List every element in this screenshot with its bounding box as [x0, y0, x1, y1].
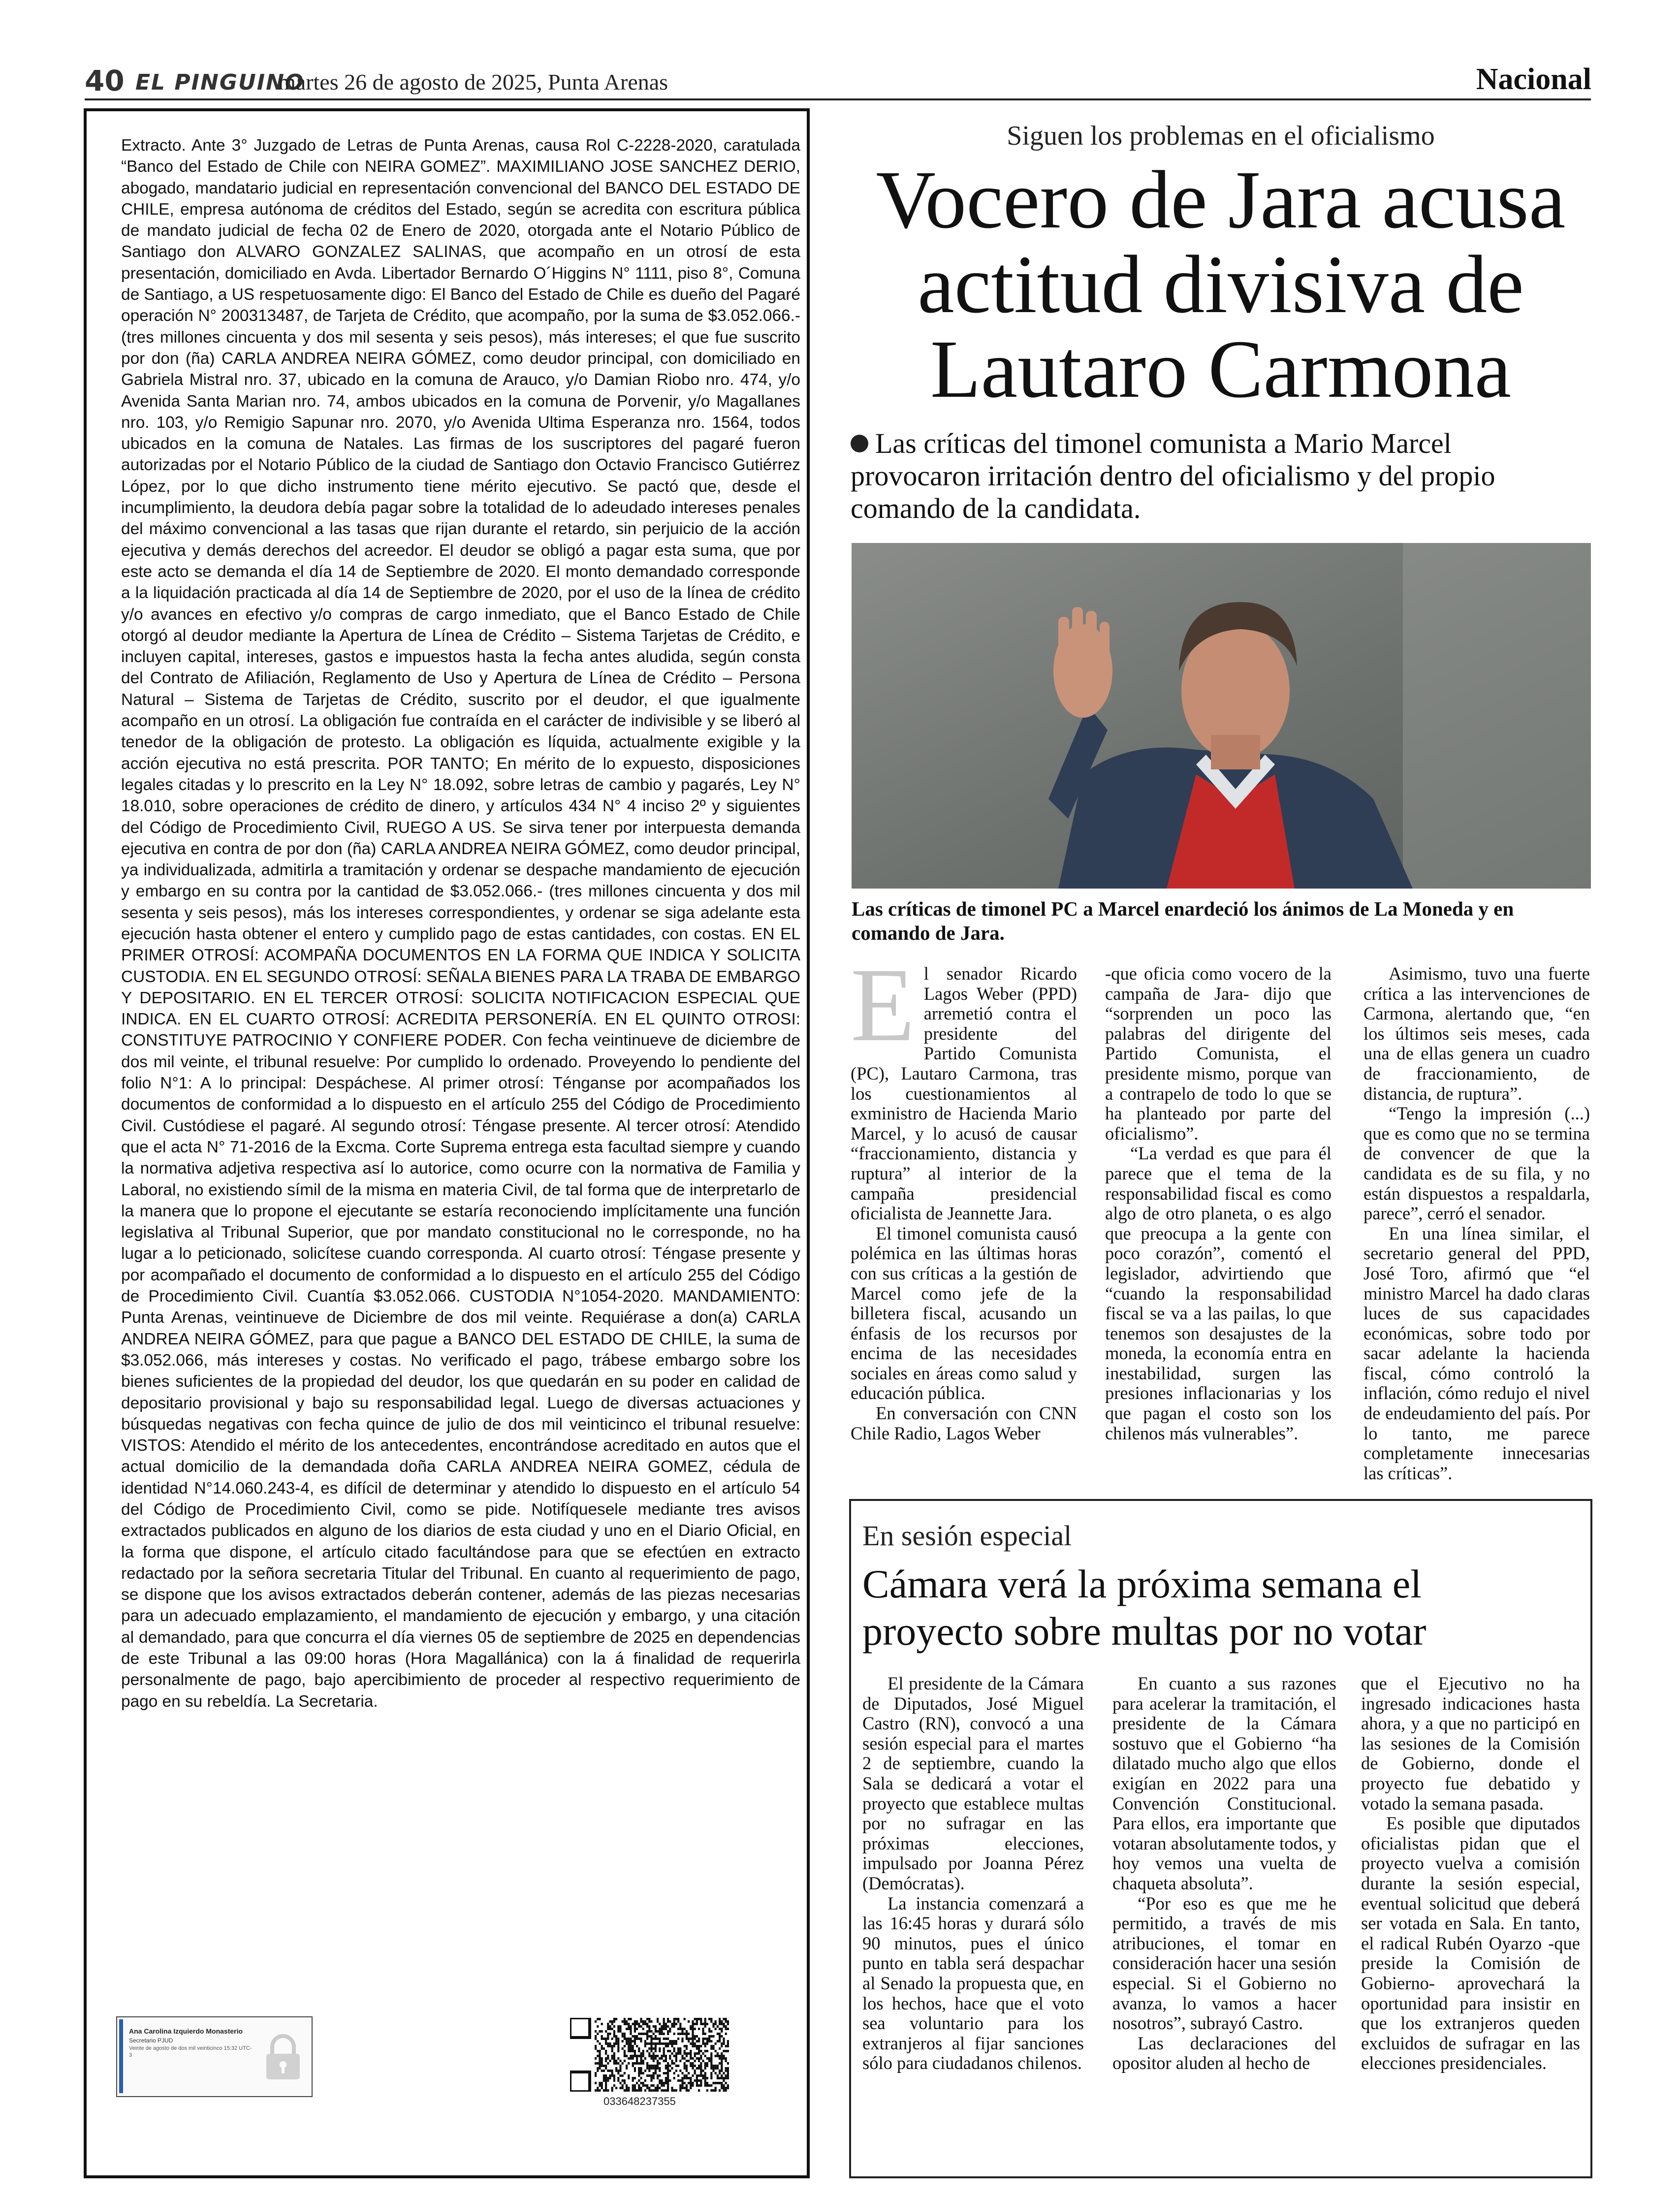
- newspaper-name: EL PINGUINO: [135, 70, 305, 95]
- article-lead-text: Las críticas del timonel comunista a Mario Marcel provocaron irritación dentro del oficialismo y del propio comando de la candidata.: [851, 427, 1495, 524]
- article-paragraph: “Por eso es que me he permitido, a través de mis atribuciones, el tomar en consideración hacer una sesión especial. Si el Gobierno no avanza, lo vamos a hacer nosotros”, subrayó Castro.: [1112, 1893, 1336, 2034]
- page-number: 40: [85, 64, 125, 97]
- drop-cap: E: [851, 947, 915, 1063]
- qr-code: [570, 2018, 730, 2092]
- article-paragraph: Asimismo, tuvo una fuerte crítica a las intervenciones de Carmona, alertando que, “en los últimos seis meses, cada una de ellas genera un cuadro de fraccionamiento, de distancia, de ruptura”.: [1363, 963, 1590, 1104]
- article-photo: [852, 543, 1591, 889]
- article-column-2: [1105, 964, 1331, 1443]
- article-paragraph: -que oficia como vocero de la campaña de Jara- dijo que “sorprenden un poco las palabras del dirigente del Partido Comunista, el presidente mismo, porque van a contrapelo de todo lo que se ha planteado por parte del oficialismo”.: [1105, 963, 1331, 1144]
- lock-icon: [263, 2034, 303, 2081]
- barcode-number: 033648237355: [603, 2095, 676, 2107]
- section-title: Nacional: [1476, 63, 1591, 96]
- article-kicker: Siguen los problemas en el oficialismo: [1007, 121, 1435, 151]
- article-paragraph: En conversación con CNN Chile Radio, Lagos Weber: [851, 1403, 1077, 1443]
- secondary-column-1: [862, 1674, 1084, 2073]
- legal-notice-body: Extracto. Ante 3° Juzgado de Letras de Punta Arenas, causa Rol C-2228-2020, caratulada “Banco del Estado de Chile con NEIRA GOMEZ”. MAXIMILIANO JOSE SANCHEZ DERIO, abogado, mandatario judicial en representación convencional del BANCO DEL ESTADO DE CHILE, empresa autónoma de créditos del Estado, según se acredita con escritura pública de mandato judicial de fecha 02 de Enero de 2020, otorgada ante el Notario Público de Santiago don ALVARO GONZALEZ SALINAS, que acompaño en un otrosí de esta presentación, domiciliado en Avda. Libertador Bernardo O´Higgins N° 1111, piso 8°, Comuna de Santiago, a US respetuosamente digo: El Banco del Estado de Chile es dueño del Pagaré operación N° 200313487, de Tarjeta de Crédito, que acompaño, por la suma de $3.052.066.- (tres millones cincuenta y dos mil sesenta y seis pesos), más intereses; el que fue suscrito por don (ña) CARLA ANDREA NEIRA GÓMEZ, como deudor principal, con domiciliado en Gabriela Mistral nro. 37, ubicado en la comuna de Arauco, y/o Damian Riobo nro. 474, y/o Avenida Santa Marian nro. 74, ambos ubicados en la comuna de Porvenir, y/o Magallanes nro. 103, y/o Remigio Sapunar nro. 2070, y/o Avenida Ultima Esperanza nro. 1564, todos ubicados en la comuna de Natales. Las firmas de los suscriptores del pagaré fueron autorizadas por el Notario Público de la ciudad de Santiago don Octavio Francisco Gutiérrez López, por lo que dicho instrumento tiene mérito ejecutivo. Se pactó que, desde el incumplimiento, la deudora debía pagar sobre la totalidad de lo adeudado intereses penales del máximo convencional a las tasas que rijan durante el retardo, sin perjuicio de la acción ejecutiva y demás derechos del acreedor. El deudor se obligó a pagar esta suma, que por este acto se demanda el día 14 de Septiembre de 2020. El monto demandado corresponde a la liquidación practicada al día 14 de Septiembre de 2020, por el uso de la línea de crédito y/o avances en efectivo y/o compras de cargo inmediato, que el Banco Estado de Chile otorgó al deudor mediante la Apertura de Línea de Crédito – Sistema Tarjetas de Crédito, e incluyen capital, intereses, gastos e impuestos hasta la fecha antes aludida, según consta del Contrato de Afiliación, Reglamento de Uso y Apertura de Línea de Crédito – Persona Natural – Sistema de Tarjetas de Crédito, suscrito por el deudor, el que igualmente acompaño en un otrosí. La obligación fue contraída en el carácter de indivisible y se liberó al tenedor de la obligación de protesto. La obligación es líquida, actualmente exigible y la acción ejecutiva no está prescrita. POR TANTO; En mérito de lo expuesto, disposiciones legales citadas y lo prescrito en la Ley N° 18.092, sobre letras de cambio y pagarés, Ley N° 18.010, sobre operaciones de crédito de dinero, y artículos 434 N° 4 inciso 2º y siguientes del Código de Procedimiento Civil, RUEGO A US. Se sirva tener por interpuesta demanda ejecutiva en contra de por don (ña) CARLA ANDREA NEIRA GÓMEZ, como deudor principal, ya individualizada, admitirla a tramitación y ordenar se despache mandamiento de ejecución y embargo en su contra por la cantidad de $3.052.066.- (tres millones cincuenta y dos mil sesenta y seis pesos), más los intereses correspondientes, y ordenar se siga adelante esta ejecución hasta obtener el entero y cumplido pago de estas cantidades, con costas. EN EL PRIMER OTROSÍ: ACOMPAÑA DOCUMENTOS EN LA FORMA QUE INDICA Y SOLICITA CUSTODIA. EN EL SEGUNDO OTROSÍ: SEÑALA BIENES PARA LA TRABA DE EMBARGO Y DEPOSITARIO. EN EL TERCER OTROSÍ: SOLICITA NOTIFICACION ESPECIAL QUE INDICA. EN EL CUARTO OTROSÍ: ACREDITA PERSONERÍA. EN EL QUINTO OTROSI: CONSTITUYE PATROCINIO Y CONFIERE PODER. Con fecha veintinueve de diciembre de dos mil veinte, el tribunal resuelve: Por cumplido lo ordenado. Proveyendo lo pendiente del folio N°1: A lo principal: Despáchese. Al primer otrosí: Ténganse por acompañados los documentos de conformidad a lo dispuesto en el artículo 255 del Código de Procedimiento Civil. Custódiese el pagaré. Al segundo otrosí: Téngase presente. Al tercer otrosí: Atendido que el acta N° 71-2016 de la Excma. Corte Suprema entrega esta facultad siempre y cuando la normativa adjetiva respectiva así lo autorice, como ocurre con la normativa de Familia y Laboral, no existiendo símil de la misma en materia Civil, de tal forma que de interpretarlo de la manera que lo propone el ejecutante se estaría reconociendo implícitamente una función legislativa al Tribunal Superior, que por mandato constitucional no le corresponde, no ha lugar a lo peticionado, solicítese cuando corresponda. Al cuarto otrosí: Téngase presente y por acompañado el documento de conformidad a lo dispuesto en el artículo 255 del Código de Procedimiento Civil. Cuantía $3.052.066. CUSTODIA N°1054-2020. MANDAMIENTO: Punta Arenas, veintinueve de Diciembre de dos mil veinte. Requiérase a don(a) CARLA ANDREA NEIRA GÓMEZ, para que pague a BANCO DEL ESTADO DE CHILE, la suma de $3.052.066, más intereses y costas. No verificado el pago, trábese embargo sobre los bienes suficientes de la propiedad del deudor, los que quedarán en su poder en calidad de depositario provisional y bajo su responsabilidad legal. Luego de diversas actuaciones y búsquedas negativas con fecha quince de julio de dos mil veinticinco el tribunal resuelve: VISTOS: Atendido el mérito de los antecedentes, encontrándose acreditado en autos que el actual domicilio de la demandada doña CARLA ANDREA NEIRA GOMEZ, cédula de identidad N°14.060.243-4, es difícil de determinar y atendido lo dispuesto en el artículo 54 del Código de Procedimiento Civil, como se pide. Notifíquesele mediante tres avisos extractados publicados en alguno de los diarios de esta ciudad y uno en el Diario Oficial, en la forma que dispone, el artículo citado facultándose para que se efectúen en extracto redactado por la señora secretaria Titular del Tribunal. En cuanto al requerimiento de pago, se dispone que los avisos extractados deberán contener, además de las piezas necesarias para un adecuado emplazamiento, el mandamiento de ejecución y embargo, y una citación al demandado, para que concurra el día viernes 05 de septiembre de 2025 en dependencias de este Tribunal a las 09:00 horas (Hora Magallánica) con la á finalidad de requerirla personalmente de pago, bajo apercibimiento de proceder al respectivo requerimiento de pago en su rebeldía. La Secretaria.: [121, 136, 800, 1711]
- photo-caption: Las críticas de timonel PC a Marcel enardeció los ánimos de La Moneda y en comando de Jara.: [852, 897, 1514, 944]
- secondary-kicker: En sesión especial: [862, 1520, 1072, 1552]
- article-paragraph: Es posible que diputados oficialistas pidan que el proyecto vuelva a comisión durante la sesión especial, eventual solicitud que deberá ser votada en Sala. En tanto, el radical Rubén Oyarzo -que preside la Comisión de Gobierno- aprovechará la oportunidad para insistir en que los extranjeros queden excluidos de sufragar en las elecciones presidenciales.: [1361, 1813, 1580, 2073]
- secondary-headline: Cámara verá la próxima semana el proyecto sobre multas por no votar: [862, 1561, 1426, 1654]
- article-lead: [851, 427, 1579, 525]
- edition-date: martes 26 de agosto de 2025, Punta Arenas: [278, 69, 668, 95]
- legal-notice-text: [121, 135, 800, 1712]
- signature-stripe: [119, 2019, 123, 2093]
- legal-notice: [84, 108, 810, 2178]
- signature-detail: Veinte de agosto de dos mil veinticinco 15:32 UTC-3: [129, 2045, 252, 2058]
- electronic-signature: [116, 2016, 313, 2097]
- secondary-column-2: [1112, 1674, 1336, 2073]
- article-paragraph: l senador Ricardo Lagos Weber (PPD) arremetió contra el presidente del Partido Comunista (PC), Lautaro Carmona, tras los cuestionamientos al exministro de Hacienda Mario Marcel, y lo acusó de causar “fraccionamiento, distancia y ruptura” al interior de la campaña presidencial oficialista de Jeannette Jara.: [851, 963, 1077, 1224]
- article-column-1: [851, 947, 1077, 1443]
- article-paragraph: que el Ejecutivo no ha ingresado indicaciones hasta ahora, y a que no participó en las sesiones de la Comisión de Gobierno, donde el proyecto fue debatido y votado la semana pasada.: [1361, 1673, 1580, 1814]
- article-headline: Vocero de Jara acusa actitud divisiva de Lautaro Carmona: [876, 154, 1566, 415]
- article-paragraph: “Tengo la impresión (...) que es como que no se termina de convencer de que la candidata es de su fila, y no están dispuestos a respaldarla, parece”, cerró el senador.: [1363, 1103, 1590, 1224]
- header-rule: [85, 98, 1591, 100]
- article-column-3: [1363, 964, 1590, 1483]
- signature-name: Ana Carolina Izquierdo Monasterio: [129, 2027, 243, 2035]
- article-paragraph: “La verdad es que para él parece que el tema de la responsabilidad fiscal es como algo de otro planeta, o es algo que preocupa a la gente con poco corazón”, comentó el legislador, advirtiendo que “cuando la responsabilidad fiscal se va a las pailas, lo que tenemos son desajustes de la moneda, la economía entra en inestabilidad, surgen las presiones inflacionarias y los que pagan el costo son los chilenos más vulnerables”.: [1105, 1143, 1331, 1443]
- bullet-icon: [851, 435, 868, 452]
- article-paragraph: En cuanto a sus razones para acelerar la tramitación, el presidente de la Cámara sostuvo que el Gobierno “ha dilatado mucho algo que ellos exigían en 2022 para una Convención Constitucional. Para ellos, era importante que votaran absolutamente todos, y hoy vemos una vuelta de chaqueta absoluta”.: [1112, 1673, 1336, 1893]
- article-paragraph: El timonel comunista causó polémica en las últimas horas con sus críticas a la gestión de Marcel como jefe de la billetera fiscal, acusando un énfasis de los recursos por encima de las necesidades sociales en áreas como salud y educación pública.: [851, 1223, 1077, 1403]
- signature-role: Secretario PJUD: [129, 2037, 173, 2044]
- article-paragraph: Las declaraciones del opositor aluden al hecho de: [1112, 2033, 1336, 2073]
- article-paragraph: El presidente de la Cámara de Diputados, José Miguel Castro (RN), convocó a una sesión especial para el martes 2 de septiembre, cuando la Sala se dedicará a votar el proyecto que establece multas por no sufragar en las próximas elecciones, impulsado por Joanna Pérez (Demócratas).: [862, 1673, 1084, 1893]
- secondary-column-3: [1361, 1674, 1580, 2073]
- article-paragraph: En una línea similar, el secretario general del PPD, José Toro, afirmó que “el ministro Marcel ha dado claras luces de sus capacidades económicas, sobre todo por sacar adelante la hacienda fiscal, cómo controló la inflación, cómo redujo el nivel de endeudamiento del país. Por lo tanto, me parece completamente innecesarias las críticas”.: [1363, 1223, 1590, 1483]
- article-paragraph: La instancia comenzará a las 16:45 horas y durará sólo 90 minutos, pues el único punto en tabla será despachar al Senado la propuesta que, en los hechos, hace que el voto sea voluntario para los extranjeros al fijar sanciones sólo para ciudadanos chilenos.: [862, 1893, 1084, 2073]
